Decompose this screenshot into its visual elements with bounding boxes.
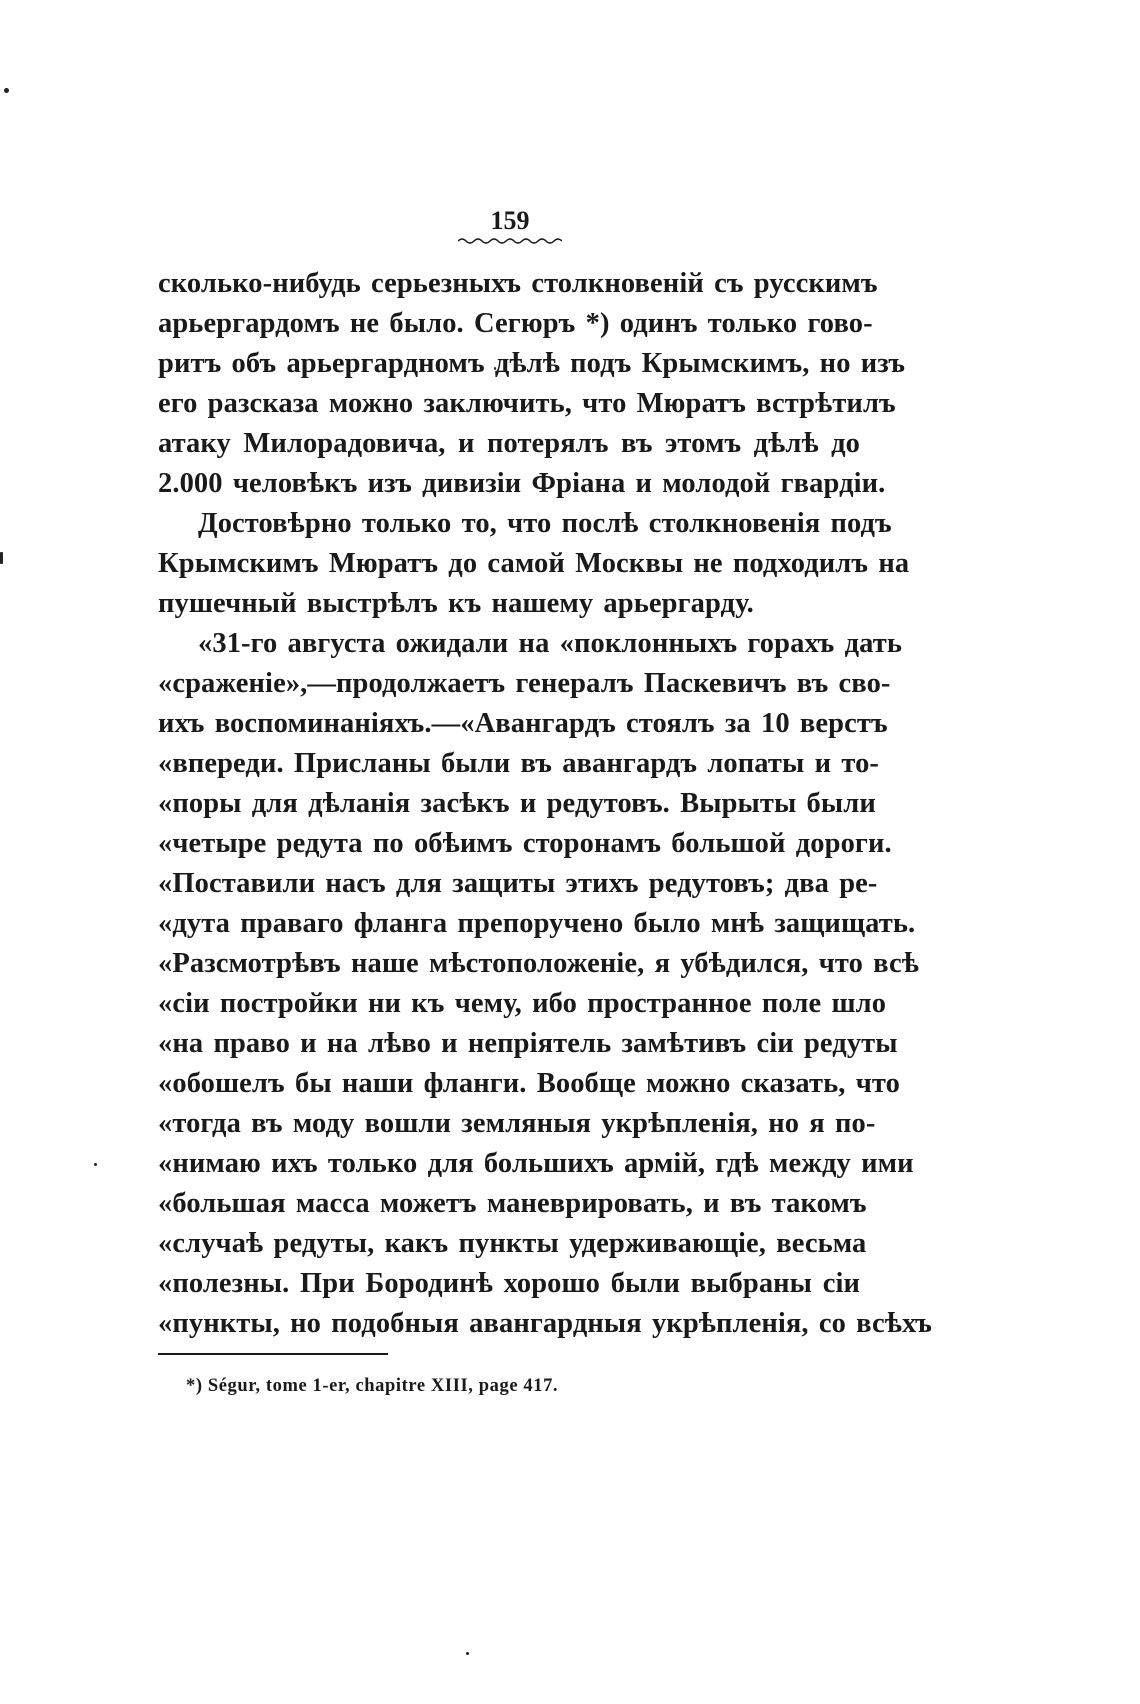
text-line: «на право и на лѣво и непрiятель замѣтивъ сiи редуты (158, 1028, 898, 1059)
text-line: «пункты, но подобныя авангардныя укрѣпленiя, со всѣхъ (158, 1308, 932, 1339)
text-line: «сраженiе»,—продолжаетъ генералъ Паскевичъ въ сво- (158, 668, 891, 699)
scan-speck (94, 1163, 97, 1166)
text-line: «тогда въ моду вошли земляныя укрѣпленiя, но я по- (158, 1108, 876, 1139)
text-line: атаку Милорадовича, и потерялъ въ этомъ дѣлѣ до (158, 428, 860, 459)
footnote-rule (158, 1353, 388, 1355)
text-line: «дута праваго фланга препоручено было мнѣ защищать. (158, 908, 916, 939)
text-line: «Поставили насъ для защиты этихъ редутовъ; два ре- (158, 868, 878, 899)
text-line: «случаѣ редуты, какъ пункты удерживающiе, весьма (158, 1228, 867, 1259)
text-line: «поры для дѣланiя засѣкъ и редутовъ. Вырыты были (158, 788, 876, 819)
text-line: «31-го августа ожидали на «поклонныхъ горахъ дать (198, 628, 903, 659)
ornament-squiggle (458, 236, 562, 244)
footnote: *) Ségur, tome 1-er, chapitre XIII, page 417. (186, 1376, 559, 1396)
text-line: его разсказа можно заключить, что Мюратъ встрѣтилъ (158, 388, 896, 419)
text-line: арьергардомъ не было. Сегюръ *) одинъ только гово- (158, 308, 873, 339)
text-line: «сiи постройки ни къ чему, ибо пространное поле шло (158, 988, 887, 1019)
text-line: «полезны. При Бородинѣ хорошо были выбраны сiи (158, 1268, 860, 1299)
scan-speck (4, 88, 9, 93)
text-line: «впереди. Присланы были въ авангардъ лопаты и то- (158, 748, 880, 779)
text-line: 2.000 человѣкъ изъ дивизiи Фрiана и молодой гвардiи. (158, 468, 886, 499)
scan-speck (466, 1652, 469, 1655)
text-line: «четыре редута по обѣимъ сторонамъ большой дороги. (158, 828, 892, 859)
text-line: «нимаю ихъ только для большихъ армiй, гдѣ между ими (158, 1148, 914, 1179)
text-line: «обошелъ бы наши фланги. Вообще можно сказать, что (158, 1068, 901, 1099)
text-line: пушечный выстрѣлъ къ нашему арьергарду. (158, 588, 754, 619)
text-line: ихъ воспоминанiяхъ.—«Авангардъ стоялъ за 10 верстъ (158, 708, 888, 739)
text-line: Крымскимъ Мюратъ до самой Москвы не подходилъ на (158, 548, 910, 579)
scan-speck (0, 552, 3, 564)
text-line: «Разсмотрѣвъ наше мѣстоположенiе, я убѣдился, что всѣ (158, 948, 919, 979)
text-line: Достовѣрно только то, что послѣ столкновенiя подъ (198, 508, 892, 539)
text-line: сколько-нибудь серьезныхъ столкновенiй съ русскимъ (158, 268, 878, 299)
page-number: 159 (490, 206, 530, 235)
text-line: «большая масса можетъ маневрировать, и въ такомъ (158, 1188, 867, 1219)
text-line: ритъ объ арьергардномъ дѣлѣ подъ Крымскимъ, но изъ (158, 348, 906, 379)
